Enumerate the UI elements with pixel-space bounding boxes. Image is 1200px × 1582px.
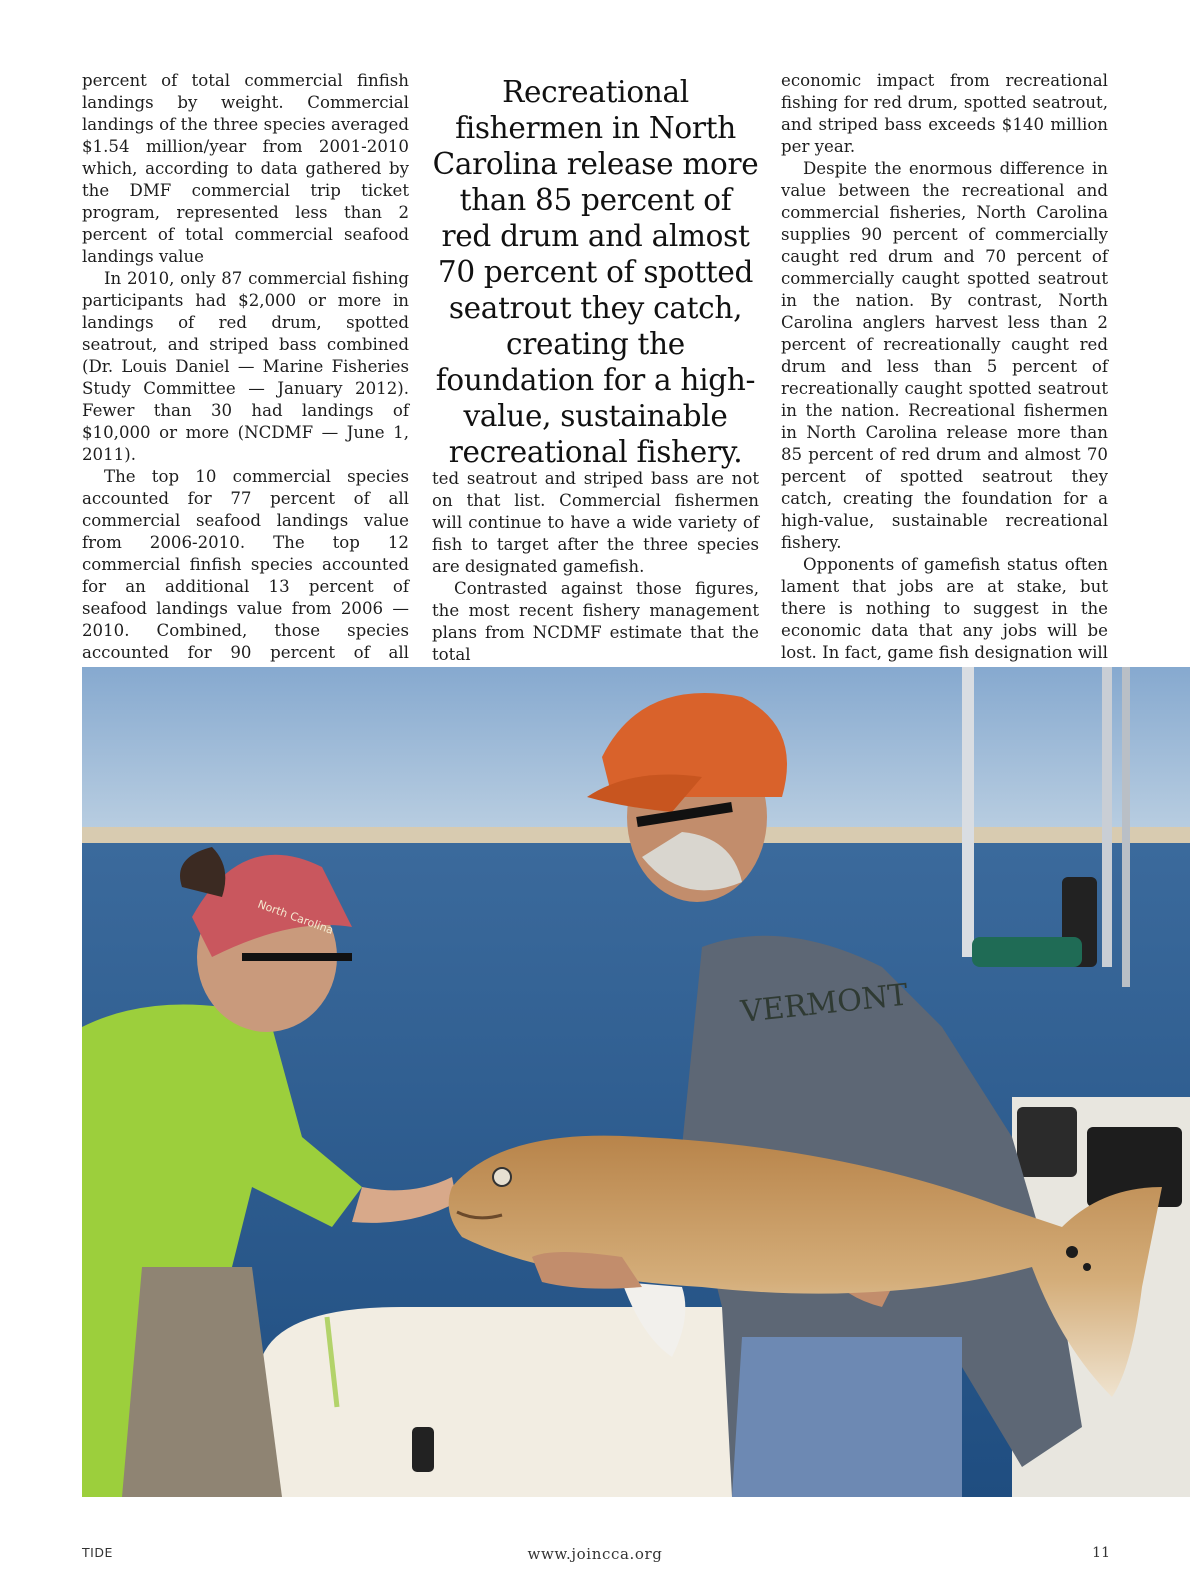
boat-pole (962, 667, 974, 957)
photo-anglers-with-red-drum (82, 667, 1190, 1497)
cooler-latch (412, 1427, 434, 1472)
reel-icon (972, 937, 1082, 967)
footer-website: www.joincca.org (527, 1545, 663, 1563)
paragraph: Despite the enormous difference in value between the recreational and commercial fisheries, North Carolina supplies 90 percent of commercially caught red drum and 70 percent of commercially caught spotted seatrout in the nation. By contrast, North Carolina anglers harvest less than 2 percent of recreationally caught red drum and less than 5 percent of recreationally caught spotted seatrout in the nation. Recreational fishermen in North Carolina release more than 85 percent of red drum and almost 70 percent of spotted seatrout they catch, creating the foundation for a high-value, sustainable recreational fishery. (781, 159, 1108, 552)
page-number: 11 (1092, 1545, 1110, 1561)
jeans (732, 1337, 962, 1497)
article-column-1 (82, 70, 409, 708)
cap-text: North Carolina (255, 897, 336, 938)
article-column-2 (432, 468, 759, 666)
paragraph: ted seatrout and striped bass are not on that list. Commercial fishermen will continue to have a wide variety of fish to target after the three species are designated gamefish. (432, 469, 759, 576)
paragraph: The top 10 commercial species accounted for 77 percent of all commercial seafood landings value from 2006-2010. The top 12 commercial finfish species accounted for an additional 13 percent of seafood landings value from 2006 — 2010. Combined, those species accounted for 90 percent of all (82, 467, 409, 662)
paragraph: Opponents of gamefish status often lament that jobs are at stake, but there is nothing to suggest in the economic data that any jobs will be lost. In fact, game fish designation will (781, 555, 1108, 662)
boat-pole (1122, 667, 1130, 987)
boat-pole (1102, 667, 1112, 967)
paragraph: Contrasted against those figures, the most recent fishery management plans from NCDMF estimate that the total (432, 579, 759, 664)
radio-icon (1017, 1107, 1077, 1177)
paragraph: economic impact from recreational fishing for red drum, spotted seatrout, and striped bass exceeds $140 million per year. (781, 71, 1108, 156)
photo-illustration (82, 667, 1190, 1497)
paragraph: In 2010, only 87 commercial fishing participants had $2,000 or more in landings of red drum, spotted seatrout, and striped bass combined (Dr. Louis Daniel — Marine Fisheries Study Committee — January 2012). Fewer than 30 had landings of $10,000 or more (NCDMF — June 1, 2011). (82, 269, 409, 464)
article-column-3 (781, 70, 1108, 686)
pull-quote: Recreational fishermen in North Carolina release more than 85 percent of red drum and almost 70 percent of spotted seatrout they catch, creating the foundation for a high-value, sustainable recreational fishery. (432, 75, 759, 469)
footer-publication-name: TIDE (82, 1545, 113, 1560)
paragraph: percent of total commercial finfish landings by weight. Commercial landings of the three species averaged $1.54 million/year from 2001-2010 which, according to data gathered by the DMF commercial trip ticket program, represented less than 2 percent of total commercial seafood landings value (82, 71, 409, 266)
shirt-text: VERMONT (739, 977, 910, 1030)
